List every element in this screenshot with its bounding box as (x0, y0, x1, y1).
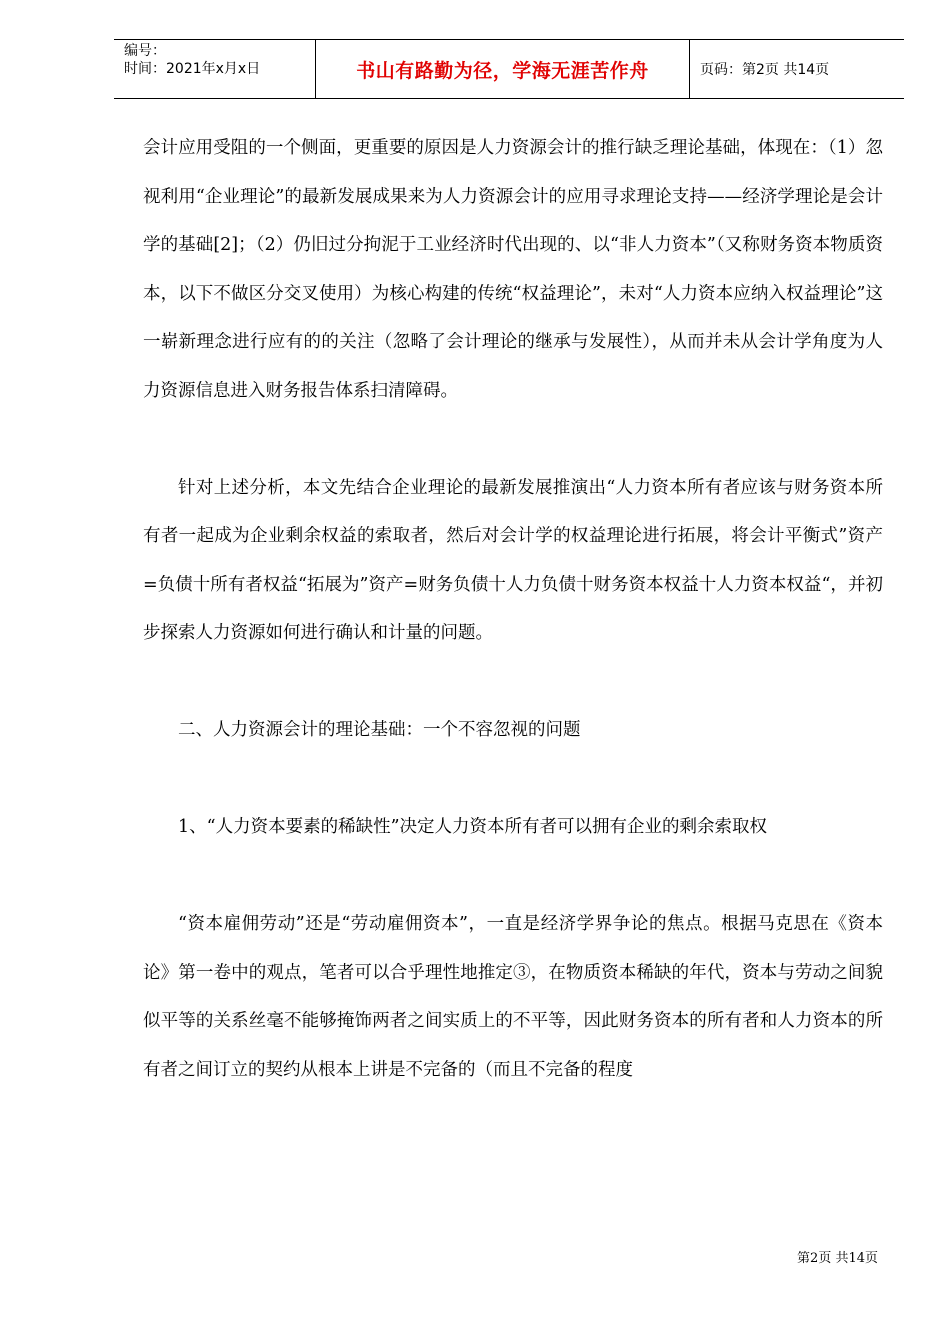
document-body (143, 124, 883, 1094)
header-meta (114, 40, 316, 98)
header-motto: 书山有路勤为径，学海无涯苦作舟 (316, 40, 690, 98)
number-label: 编号： (124, 43, 166, 59)
page-footer: 第2页 共14页 (797, 1251, 878, 1266)
paragraph-2: 针对上述分析，本文先结合企业理论的最新发展推演出“人力资本所有者应该与财务资本所有者一起成为企业剩余权益的索取者，然后对会计学的权益理论进行拓展，将会计平衡式”资产=负债十所有者权益“拓展为”资产=财务负债十人力负债十财务资本权益十人力资本权益“，并初步探索人力资源如何进行确认和计量的问题。 (143, 477, 883, 643)
time-label: 时间：2021年x月x日 (124, 61, 261, 77)
page-header (114, 39, 904, 99)
header-page-info: 页码：第2页 共14页 (700, 62, 830, 78)
section-heading: 二、人力资源会计的理论基础：一个不容忽视的问题 (178, 720, 581, 740)
paragraph-3: “资本雇佣劳动”还是“劳动雇佣资本”，一直是经济学界争论的焦点。根据马克思在《资本论》第一卷中的观点，笔者可以合乎理性地推定③，在物质资本稀缺的年代，资本与劳动之间貌似平等的关系丝毫不能够掩饰两者之间实质上的不平等，因此财务资本的所有者和人力资本的所有者之间订立的契约从根本上讲是不完备的（而且不完备的程度 (143, 914, 883, 1080)
subsection-heading: 1、“人力资本要素的稀缺性”决定人力资本所有者可以拥有企业的剩余索取权 (178, 817, 768, 837)
paragraph-1: 会计应用受阻的一个侧面，更重要的原因是人力资源会计的推行缺乏理论基础，体现在：（1）忽视利用“企业理论”的最新发展成果来为人力资源会计的应用寻求理论支持——经济学理论是会计学的基础[2]；（2）仍旧过分拘泥于工业经济时代出现的、以“非人力资本”（又称财务资本物质资本，以下不做区分交叉使用）为核心构建的传统“权益理论”，未对“人力资本应纳入权益理论”这一崭新理念进行应有的的关注（忽略了会计理论的继承与发展性），从而并未从会计学角度为人力资源信息进入财务报告体系扫清障碍。 (143, 138, 883, 401)
